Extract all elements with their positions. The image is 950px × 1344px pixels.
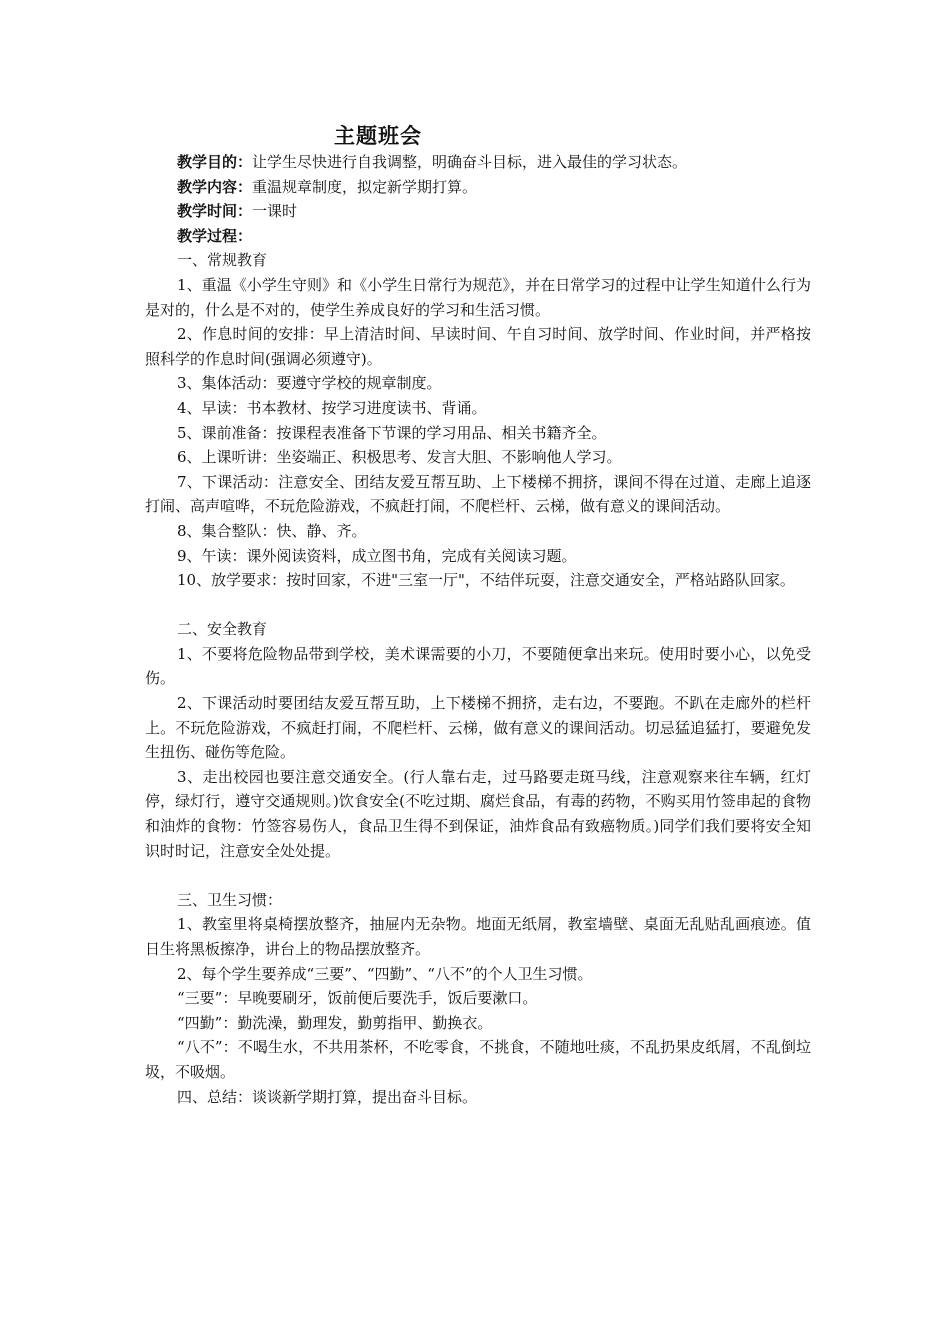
spacer: [145, 863, 811, 888]
list-item: 3、走出校园也要注意交通安全。(行人靠右走，过马路要走斑马线，注意观察来往车辆，红灯停，绿灯行，遵守交通规则。)饮食安全(不吃过期、腐烂食品，有毒的药物，不购买用竹签串起的食物和油炸的食物：竹签容易伤人，食品卫生得不到保证，油炸食品有致癌物质。)同学们我们要将安全知识时时记，注意安全处处提。: [145, 767, 811, 860]
meta-label: 教学内容：: [177, 177, 253, 196]
section-heading: 一、常规教育: [177, 251, 268, 270]
meta-value: 重温规章制度，拟定新学期打算。: [252, 177, 478, 196]
meta-time: [145, 199, 811, 224]
list-item: 7、下课活动：注意安全、团结友爱互帮互助、上下楼梯不拥挤，课间不得在过道、走廊上追逐打闹、高声喧哗，不玩危险游戏，不疯赶打闹，不爬栏杆、云梯，做有意义的课间活动。: [145, 472, 811, 516]
meta-process: [145, 224, 811, 249]
meta-value: 让学生尽快进行自我调整，明确奋斗目标，进入最佳的学习状态。: [252, 153, 688, 171]
meta-label: 教学过程：: [177, 226, 253, 245]
list-item: 10、放学要求：按时回家，不进"三室一厅"，不结伴玩耍，注意交通安全，严格站路队回家。: [177, 571, 795, 590]
list-item: 1、重温《小学生守则》和《小学生日常行为规范》，并在日常学习的过程中让学生知道什么行为是对的，什么是不对的，使学生养成良好的学习和生活习惯。: [145, 275, 811, 319]
list-item: 1、不要将危险物品带到学校，美术课需要的小刀，不要随便拿出来玩。使用时要小心，以免受伤。: [145, 644, 811, 688]
meta-label: 教学目的：: [177, 153, 253, 171]
list-item: 2、下课活动时要团结友爱互帮互助，上下楼梯不拥挤，走右边，不要跑。不趴在走廊外的栏杆上。不玩危险游戏，不疯赶打闹，不爬栏杆、云梯，做有意义的课间活动。切忌猛追猛打，要避免发生扭伤、碰伤等危险。: [145, 694, 811, 762]
list-item: “三要”：早晚要刷牙，饭前便后要洗手，饭后要漱口。: [177, 989, 538, 1008]
list-item: “四勤”：勤洗澡，勤理发，勤剪指甲、勤换衣。: [177, 1013, 493, 1032]
list-item: “八不”：不喝生水，不共用茶杯，不吃零食，不挑食，不随地吐痰，不乱扔果皮纸屑，不乱倒垃圾，不吸烟。: [145, 1038, 811, 1081]
list-item: 6、上课听讲：坐姿端正、积极思考、发言大胆、不影响他人学习。: [177, 448, 622, 467]
meta-purpose: [145, 150, 811, 175]
list-item: 1、教室里将桌椅摆放整齐，抽屉内无杂物。地面无纸屑，教室墙壁、桌面无乱贴乱画痕迹。值日生将黑板擦净，讲台上的物品摆放整齐。: [145, 915, 811, 958]
list-item: 8、集合整队：快、静、齐。: [177, 521, 367, 540]
list-item: 2、作息时间的安排：早上清洁时间、早读时间、午自习时间、放学时间、作业时间，并严格按照科学的作息时间(强调必须遵守)。: [145, 325, 811, 368]
section-heading: 三、卫生习惯：: [177, 890, 283, 909]
section-heading: 二、安全教育: [177, 620, 268, 639]
list-item: 9、午读：课外阅读资料，成立图书角，完成有关阅读习题。: [177, 546, 577, 565]
spacer: [145, 593, 811, 618]
list-item: 2、每个学生要养成“三要”、“四勤”、“八不”的个人卫生习惯。: [177, 964, 593, 983]
list-item: 5、课前准备：按课程表准备下节课的学习用品、相关书籍齐全。: [177, 423, 607, 442]
meta-label: 教学时间：: [177, 202, 253, 221]
list-item: 3、集体活动：要遵守学校的规章制度。: [177, 374, 442, 393]
document-body: [145, 150, 811, 1109]
list-item: 4、早读：书本教材、按学习进度读书、背诵。: [177, 398, 487, 417]
page-title: 主题班会: [334, 123, 422, 148]
meta-value: 一课时: [252, 202, 298, 221]
section-heading: 四、总结：谈谈新学期打算，提出奋斗目标。: [177, 1087, 478, 1106]
meta-content: [145, 175, 811, 200]
